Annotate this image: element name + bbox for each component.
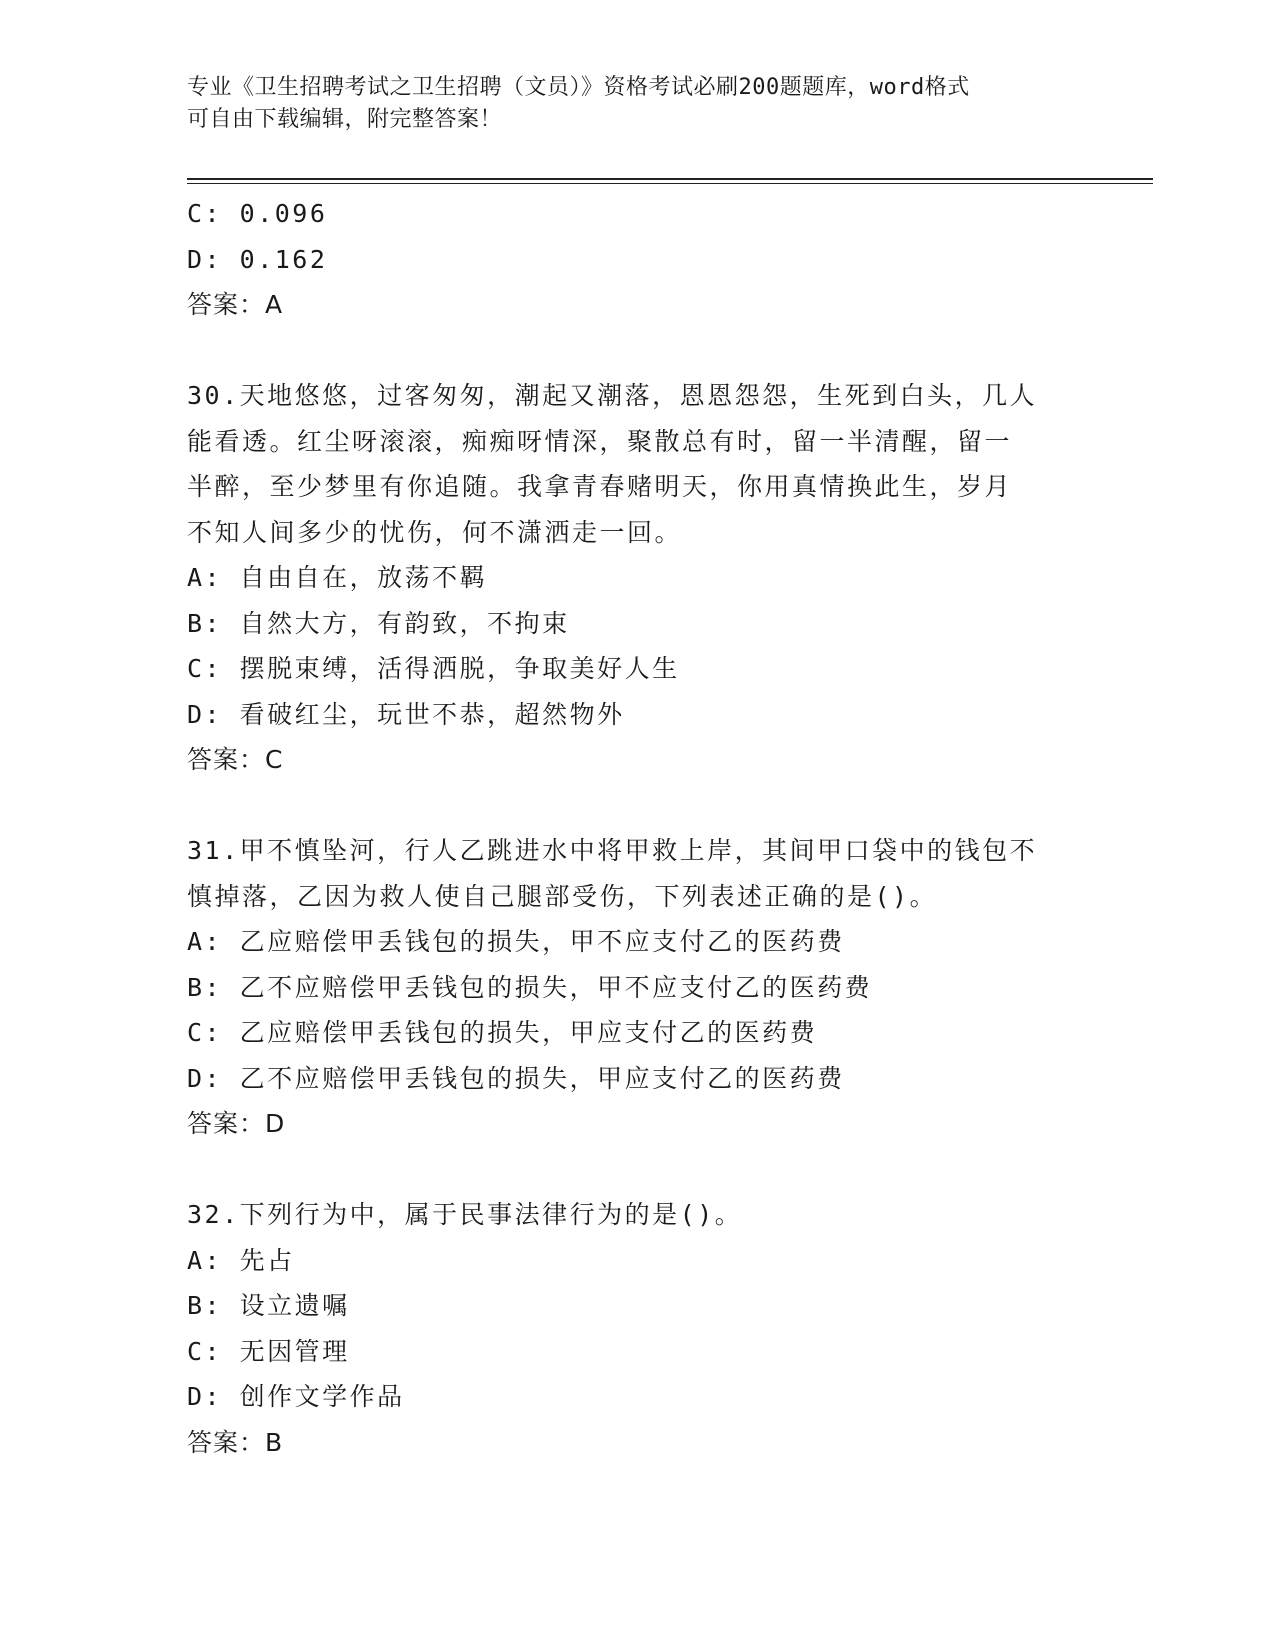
option-d: D: 乙不应赔偿甲丢钱包的损失，甲应支付乙的医药费 [187,1063,845,1093]
document-header [187,72,1067,136]
option-a: A: 乙应赔偿甲丢钱包的损失，甲不应支付乙的医药费 [187,927,845,956]
option-d: D: 0.162 [187,244,328,274]
header-title-line-1: 专业《卫生招聘考试之卫生招聘（文员）》资格考试必刷200题题库，word格式 [187,75,970,100]
option-c: C: 摆脱束缚，活得洒脱，争取美好人生 [187,654,680,683]
answer-label: 答案：C [187,745,284,774]
question-30 [187,373,1087,783]
question-stem-line: 半醉，至少梦里有你追随。我拿青春赌明天，你用真情换此生，岁月 [187,472,1013,501]
answer-label: 答案：D [187,1109,286,1138]
option-c: C: 0.096 [187,199,328,228]
spacer [187,328,1087,374]
header-divider-thick [187,178,1153,180]
question-stem-line: 能看透。红尘呀滚滚，痴痴呀情深，聚散总有时，留一半清醒，留一 [187,426,1013,456]
option-c: C: 乙应赔偿甲丢钱包的损失，甲应支付乙的医药费 [187,1018,818,1047]
option-b: B: 自然大方，有韵致，不拘束 [187,608,570,638]
header-divider-thin [187,183,1153,184]
option-d: D: 创作文学作品 [187,1382,405,1411]
question-list [187,191,1087,1465]
question-stem-line: 不知人间多少的忧伤，何不潇洒走一回。 [187,517,683,547]
question-stem-line: 32.下列行为中，属于民事法律行为的是()。 [187,1200,743,1229]
option-b: B: 设立遗嘱 [187,1291,350,1320]
option-a: A: 自由自在，放荡不羁 [187,563,488,592]
option-c: C: 无因管理 [187,1336,350,1366]
spacer [187,783,1087,829]
option-d: D: 看破红尘，玩世不恭，超然物外 [187,699,625,729]
header-title-line-2: 可自由下载编辑，附完整答案！ [187,107,503,132]
question-31 [187,828,1087,1147]
answer-label: 答案：A [187,290,284,319]
spacer [187,1147,1087,1193]
question-32 [187,1192,1087,1465]
answer-label: 答案：B [187,1427,284,1457]
option-a: A: 先占 [187,1245,295,1275]
option-b: B: 乙不应赔偿甲丢钱包的损失，甲不应支付乙的医药费 [187,972,873,1002]
question-29-tail [187,191,1087,328]
question-stem-line: 31.甲不慎坠河，行人乙跳进水中将甲救上岸，其间甲口袋中的钱包不 [187,836,1038,865]
question-stem-line: 30.天地悠悠，过客匆匆，潮起又潮落，恩恩怨怨，生死到白头，几人 [187,381,1038,410]
question-stem-line: 慎掉落，乙因为救人使自己腿部受伤，下列表述正确的是()。 [187,881,938,911]
